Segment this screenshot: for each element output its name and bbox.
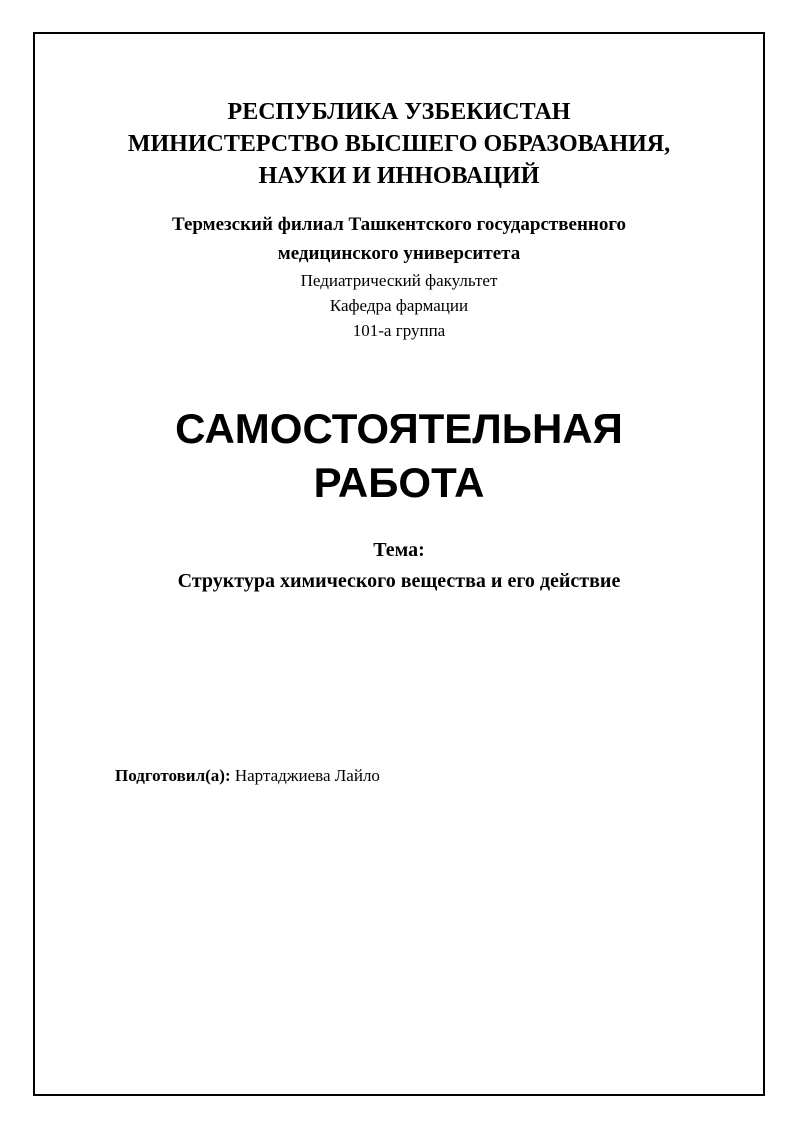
topic-value: Структура химического вещества и его действие <box>177 570 621 592</box>
department-name: Кафедра фармации <box>329 296 469 315</box>
ministry-header <box>33 96 765 192</box>
prepared-by-label: Подготовил(а): <box>115 766 231 785</box>
document-title-line-2: РАБОТА <box>313 459 485 506</box>
institution-line-2: медицинского университета <box>277 243 521 264</box>
topic-block <box>33 535 765 597</box>
header-line-ministry-cont: НАУКИ И ИННОВАЦИЙ <box>258 163 540 189</box>
prepared-by-name: Нартаджиева Лайло <box>234 766 380 785</box>
document-title <box>33 402 765 510</box>
group-name: 101-а группа <box>352 321 446 340</box>
institution-line-1: Термезский филиал Ташкентского государственного <box>172 214 626 235</box>
header-line-ministry: МИНИСТЕРСТВО ВЫСШЕГО ОБРАЗОВАНИЯ, <box>127 131 671 157</box>
prepared-by <box>115 764 380 788</box>
header-line-country: РЕСПУБЛИКА УЗБЕКИСТАН <box>227 99 571 125</box>
institution-details <box>33 268 765 343</box>
topic-label: Тема: <box>373 539 425 561</box>
document-title-line-1: САМОСТОЯТЕЛЬНАЯ <box>175 405 623 452</box>
institution-name <box>33 210 765 268</box>
faculty-name: Педиатрический факультет <box>300 271 498 290</box>
